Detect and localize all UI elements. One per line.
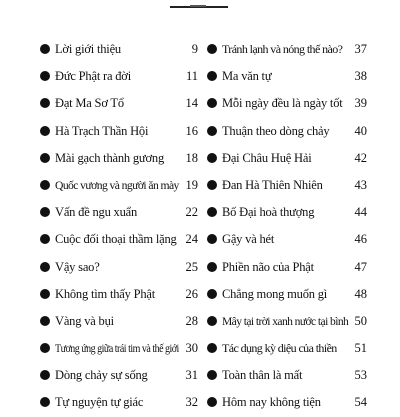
bullet-icon bbox=[40, 370, 50, 380]
toc-entry[interactable] bbox=[40, 254, 198, 281]
bullet-icon bbox=[207, 343, 217, 353]
bullet-icon bbox=[40, 289, 50, 299]
toc-entry-page: 9 bbox=[191, 42, 198, 56]
bullet-icon bbox=[207, 234, 217, 244]
toc-entry-page: 32 bbox=[185, 395, 198, 410]
toc-entry-title: Chẳng mong muốn gì bbox=[222, 286, 328, 301]
toc-entry-title: Lời giới thiệu bbox=[55, 42, 121, 56]
toc-entry-page: 28 bbox=[185, 313, 198, 328]
toc-entry-title: Đan Hà Thiên Nhiên bbox=[222, 177, 323, 192]
toc-entry-page: 48 bbox=[354, 286, 367, 301]
toc-entry[interactable] bbox=[207, 308, 367, 335]
bullet-icon bbox=[207, 370, 217, 380]
bullet-icon bbox=[40, 44, 50, 54]
toc-entry[interactable] bbox=[40, 308, 198, 335]
toc-entry-title: Tự nguyện tự giác bbox=[55, 395, 144, 410]
toc-entry-page: 14 bbox=[185, 96, 198, 111]
toc-entry[interactable] bbox=[207, 281, 367, 308]
toc-entry-title: Tránh lạnh và nóng thế nào? bbox=[222, 42, 343, 56]
bullet-icon bbox=[207, 180, 217, 190]
bullet-icon bbox=[40, 153, 50, 163]
bullet-icon bbox=[40, 207, 50, 217]
toc-entry[interactable] bbox=[40, 172, 198, 199]
toc-entry-title: Mây tại trời xanh nước tại bình bbox=[222, 313, 349, 328]
toc-entry-title: Tác dụng kỳ diệu của thiền bbox=[222, 341, 337, 356]
toc-entry-page: 50 bbox=[354, 313, 367, 328]
bullet-icon bbox=[40, 180, 50, 190]
toc-entry-title: Đại Châu Huệ Hải bbox=[222, 150, 312, 165]
toc-entry-page: 38 bbox=[354, 69, 367, 84]
toc-entry-page: 51 bbox=[354, 341, 367, 356]
toc-entry-title: Bố Đại hoà thượng bbox=[222, 205, 315, 220]
toc-entry-page: 37 bbox=[354, 42, 367, 56]
toc-entry-title: Ma văn tự bbox=[222, 69, 272, 84]
toc-entry[interactable] bbox=[207, 63, 367, 90]
toc-right-column bbox=[207, 36, 367, 417]
bullet-icon bbox=[207, 207, 217, 217]
bullet-icon bbox=[207, 153, 217, 163]
toc-entry[interactable] bbox=[40, 226, 198, 253]
toc-entry-page: 54 bbox=[354, 395, 367, 410]
toc-entry-title: Đức Phật ra đời bbox=[55, 69, 131, 84]
toc-entry-title: Tương ứng giữa trái tim và thế giới bbox=[55, 341, 179, 356]
toc-entry[interactable] bbox=[40, 335, 198, 362]
toc-entry[interactable] bbox=[207, 389, 367, 416]
toc-entry[interactable] bbox=[40, 36, 198, 63]
bullet-icon bbox=[40, 316, 50, 326]
bullet-icon bbox=[40, 71, 50, 81]
toc-entry-title: Gậy và hét bbox=[222, 232, 275, 247]
toc-entry[interactable] bbox=[40, 90, 198, 117]
toc-entry-title: Mỗi ngày đều là ngày tốt bbox=[222, 96, 343, 111]
bullet-icon bbox=[207, 98, 217, 108]
toc-entry-page: 24 bbox=[185, 232, 198, 247]
bullet-icon bbox=[40, 397, 50, 407]
bullet-icon bbox=[40, 126, 50, 136]
toc-entry-page: 39 bbox=[354, 96, 367, 111]
toc-entry-title: Vậy sao? bbox=[55, 259, 100, 274]
toc-entry-page: 43 bbox=[354, 177, 367, 192]
toc-entry-title: Hôm nay không tiện bbox=[222, 395, 321, 410]
toc-entry[interactable] bbox=[207, 362, 367, 389]
toc-entry[interactable] bbox=[207, 36, 367, 63]
toc-entry[interactable] bbox=[40, 389, 198, 416]
toc-entry[interactable] bbox=[207, 118, 367, 145]
toc-entry[interactable] bbox=[40, 63, 198, 90]
toc-entry-page: 40 bbox=[354, 123, 367, 138]
toc-entry[interactable] bbox=[40, 145, 198, 172]
toc-entry-title: Thuận theo dòng chảy bbox=[222, 123, 330, 138]
toc-entry-title: Không tìm thấy Phật bbox=[55, 286, 156, 301]
toc-entry[interactable] bbox=[207, 226, 367, 253]
toc-entry-title: Dòng chảy sự sống bbox=[55, 368, 148, 383]
bullet-icon bbox=[207, 289, 217, 299]
toc-entry-title: Cuộc đối thoại thầm lặng bbox=[55, 232, 177, 247]
toc-entry-page: 11 bbox=[185, 69, 198, 84]
toc-entry-page: 25 bbox=[185, 259, 198, 274]
toc-entry[interactable] bbox=[207, 335, 367, 362]
toc-entry-page: 30 bbox=[185, 341, 198, 356]
toc-entry-page: 16 bbox=[185, 123, 198, 138]
bullet-icon bbox=[207, 262, 217, 272]
toc-entry[interactable] bbox=[40, 281, 198, 308]
toc-entry-title: Đạt Ma Sơ Tổ bbox=[55, 96, 124, 111]
toc-left-column bbox=[40, 36, 198, 417]
bullet-icon bbox=[40, 98, 50, 108]
toc-entry-page: 46 bbox=[354, 232, 367, 247]
toc-entry-title: Mài gạch thành gương bbox=[55, 150, 165, 165]
toc-entry-title: Phiền não của Phật bbox=[222, 259, 314, 274]
toc-entry-title: Vàng và bụi bbox=[55, 313, 114, 328]
toc-entry-title: Vấn đề ngu xuẩn bbox=[55, 205, 138, 220]
toc-entry-page: 53 bbox=[354, 368, 367, 383]
bullet-icon bbox=[207, 397, 217, 407]
toc-entry-page: 26 bbox=[185, 286, 198, 301]
toc-entry-page: 22 bbox=[185, 205, 198, 220]
toc-entry-page: 42 bbox=[354, 150, 367, 165]
bullet-icon bbox=[207, 44, 217, 54]
bullet-icon bbox=[207, 316, 217, 326]
toc-entry-page: 44 bbox=[354, 205, 367, 220]
bullet-icon bbox=[207, 126, 217, 136]
toc-entry[interactable] bbox=[207, 254, 367, 281]
toc-entry[interactable] bbox=[40, 362, 198, 389]
toc-entry-page: 47 bbox=[354, 259, 367, 274]
toc-entry-title: Toàn thân là mất bbox=[222, 368, 303, 383]
bullet-icon bbox=[207, 71, 217, 81]
toc-entry[interactable] bbox=[40, 118, 198, 145]
toc-entry-page: 31 bbox=[185, 368, 198, 383]
toc-entry-title: Hà Trạch Thần Hội bbox=[55, 123, 149, 138]
bullet-icon bbox=[40, 343, 50, 353]
toc-entry[interactable] bbox=[207, 145, 367, 172]
toc-entry-title: Quốc vương và người ăn mày bbox=[55, 177, 179, 192]
bullet-icon bbox=[40, 234, 50, 244]
toc-entry-page: 18 bbox=[185, 150, 198, 165]
toc-entry[interactable] bbox=[207, 172, 367, 199]
toc-entry[interactable] bbox=[207, 90, 367, 117]
toc-entry[interactable] bbox=[40, 199, 198, 226]
toc-entry-page: 19 bbox=[185, 177, 198, 192]
bullet-icon bbox=[40, 262, 50, 272]
toc-entry[interactable] bbox=[207, 199, 367, 226]
